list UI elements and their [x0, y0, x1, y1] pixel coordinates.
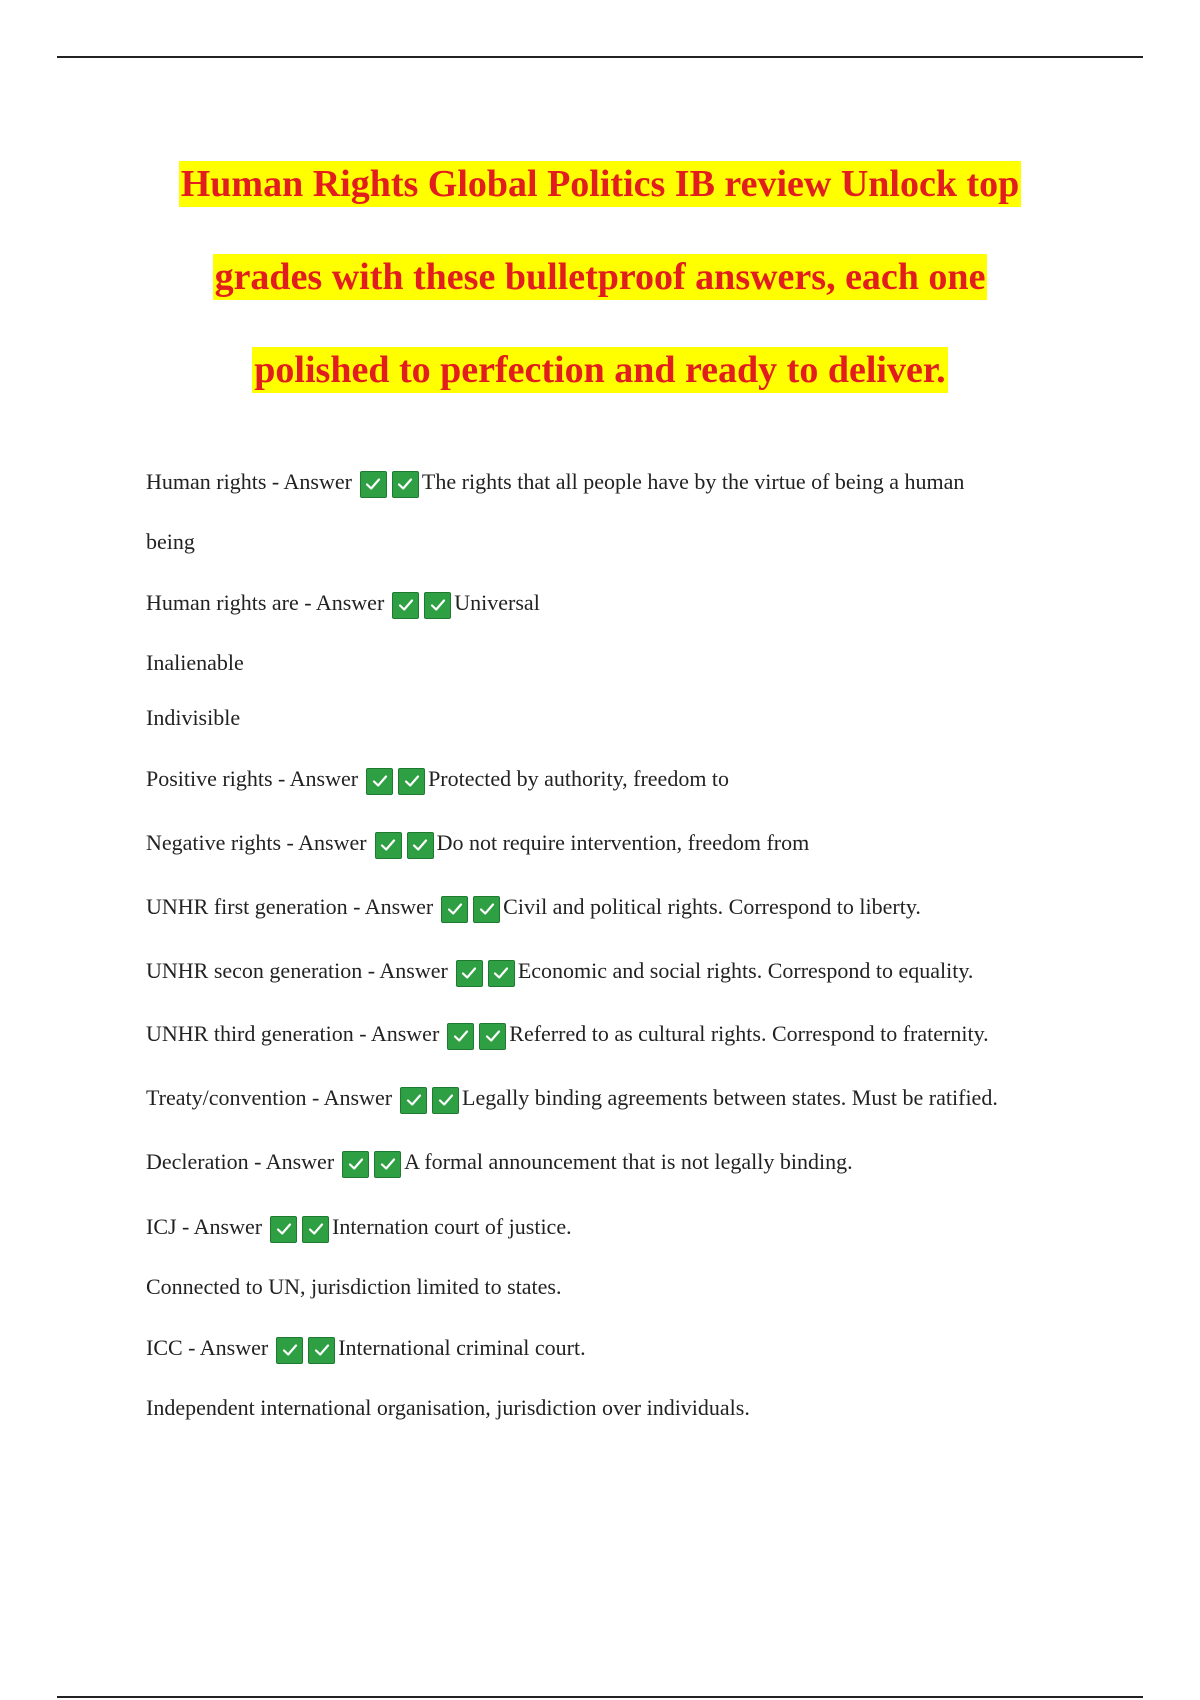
entry-answer: The rights that all people have by the virtue of being a human [421, 469, 965, 494]
title-line-2: grades with these bulletproof answers, each one [214, 256, 986, 298]
entry-answer: Universal [454, 590, 540, 615]
check-marks [270, 1216, 329, 1243]
check-mark-icon [432, 1087, 459, 1114]
check-marks [400, 1087, 459, 1114]
qa-entry [146, 1213, 572, 1243]
title-line-3: polished to perfection and ready to deliver. [254, 349, 946, 391]
check-mark-icon [270, 1216, 297, 1243]
check-mark-icon [456, 960, 483, 987]
entry-answer: Legally binding agreements between states. Must be ratified. [462, 1085, 998, 1110]
entry-answer: A formal announcement that is not legally binding. [404, 1149, 853, 1174]
check-marks [447, 1023, 506, 1050]
entry-term: ICJ - Answer [146, 1214, 263, 1239]
check-mark-icon [407, 832, 434, 859]
entry-term: Positive rights - Answer [146, 766, 359, 791]
check-mark-icon [441, 896, 468, 923]
check-mark-icon [374, 1151, 401, 1178]
check-mark-icon [302, 1216, 329, 1243]
entry-term: Decleration - Answer [146, 1149, 335, 1174]
check-marks [360, 471, 419, 498]
qa-continuation [146, 649, 244, 677]
entry-term: Treaty/convention - Answer [146, 1085, 393, 1110]
qa-entry [146, 765, 729, 795]
entry-term: Human rights are - Answer [146, 590, 385, 615]
check-mark-icon [276, 1337, 303, 1364]
check-mark-icon [488, 960, 515, 987]
check-mark-icon [392, 592, 419, 619]
entry-answer: Do not require intervention, freedom from [436, 830, 810, 855]
check-marks [375, 832, 434, 859]
check-mark-icon [366, 768, 393, 795]
qa-continuation [146, 1394, 750, 1422]
check-marks [276, 1337, 335, 1364]
check-mark-icon [392, 471, 419, 498]
qa-continuation [146, 1273, 562, 1301]
qa-entry [146, 1148, 853, 1178]
qa-entry [146, 1334, 586, 1364]
qa-entry [146, 1020, 989, 1050]
entry-term: Negative rights - Answer [146, 830, 367, 855]
entry-continuation-text: Connected to UN, jurisdiction limited to states. [146, 1274, 562, 1299]
check-mark-icon [400, 1087, 427, 1114]
entry-answer: Internation court of justice. [332, 1214, 572, 1239]
check-marks [392, 592, 451, 619]
entry-term: UNHR first generation - Answer [146, 894, 434, 919]
qa-entry [146, 829, 809, 859]
check-mark-icon [342, 1151, 369, 1178]
entry-answer: Referred to as cultural rights. Correspond to fraternity. [509, 1021, 989, 1046]
check-mark-icon [479, 1023, 506, 1050]
entry-continuation-text: Independent international organisation, jurisdiction over individuals. [146, 1395, 750, 1420]
entry-continuation-text: Indivisible [146, 705, 241, 730]
check-marks [342, 1151, 401, 1178]
qa-entry [146, 957, 973, 987]
document-title [60, 138, 1140, 417]
entry-term: Human rights - Answer [146, 469, 352, 494]
title-line-1: Human Rights Global Politics IB review Unlock top [180, 163, 1020, 205]
check-mark-icon [375, 832, 402, 859]
entry-answer: International criminal court. [338, 1335, 586, 1360]
check-mark-icon [473, 896, 500, 923]
entry-continuation-text: Inalienable [146, 650, 244, 675]
check-mark-icon [424, 592, 451, 619]
check-marks [456, 960, 515, 987]
check-mark-icon [447, 1023, 474, 1050]
qa-entry [146, 589, 540, 619]
qa-entry [146, 468, 964, 498]
check-mark-icon [308, 1337, 335, 1364]
check-mark-icon [360, 471, 387, 498]
check-marks [441, 896, 500, 923]
qa-continuation [146, 704, 240, 732]
entry-answer: Protected by authority, freedom to [428, 766, 730, 791]
entry-term: ICC - Answer [146, 1335, 269, 1360]
top-rule [57, 56, 1143, 58]
entry-answer: Economic and social rights. Correspond to equality. [517, 958, 974, 983]
entry-answer: Civil and political rights. Correspond to liberty. [503, 894, 921, 919]
check-marks [366, 768, 425, 795]
qa-entry [146, 893, 921, 923]
entry-term: UNHR third generation - Answer [146, 1021, 440, 1046]
entry-continuation-text: being [146, 529, 195, 554]
entry-term: UNHR secon generation - Answer [146, 958, 448, 983]
qa-continuation [146, 528, 195, 556]
bottom-rule [57, 1696, 1143, 1698]
check-mark-icon [398, 768, 425, 795]
qa-entry [146, 1084, 998, 1114]
